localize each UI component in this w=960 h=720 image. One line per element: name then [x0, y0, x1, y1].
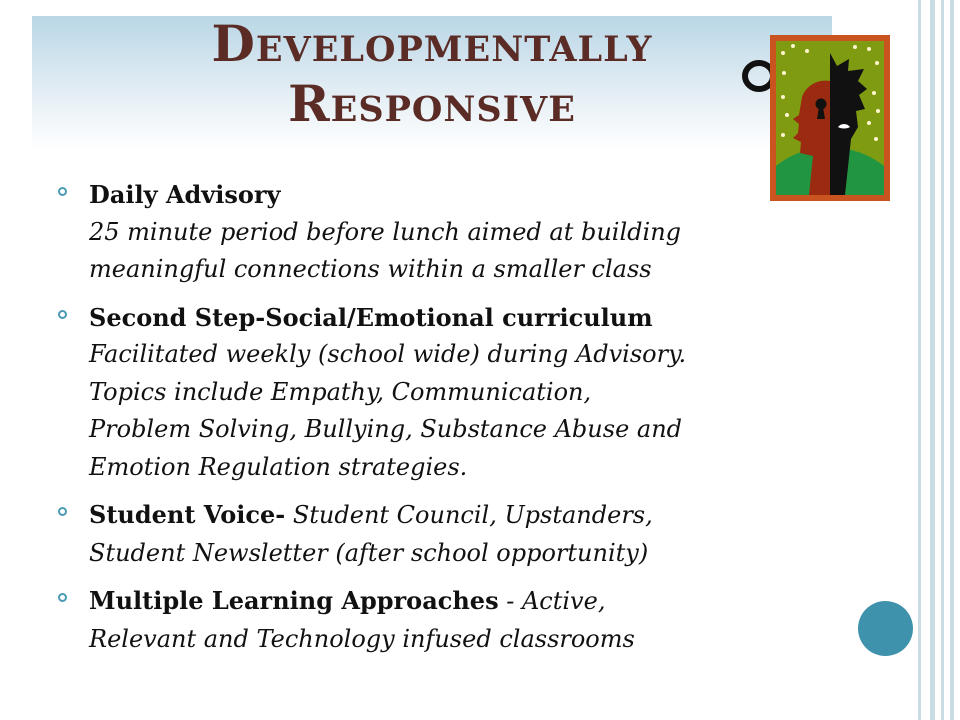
title-line: Responsive: [288, 74, 576, 133]
bullet-text-line: Relevant and Technology infused classrooms: [89, 624, 635, 653]
title-line: Developmentally: [211, 14, 653, 73]
bullet-item: [58, 496, 818, 572]
frame-line: [950, 0, 954, 720]
bullet-heading: Student Voice-: [89, 500, 286, 529]
bullet-text-line: meaningful connections within a smaller class: [89, 255, 652, 283]
bullet-text-line: Student Newsletter (after school opportunity): [89, 538, 649, 567]
bullet-list: [58, 176, 818, 668]
bullet-circle-icon: [58, 187, 67, 196]
bullet-heading: Second Step-Social/Emotional curriculum: [89, 302, 653, 332]
bullet-heading-desc: Student Council, Upstanders,: [285, 501, 653, 529]
slide-title: [32, 14, 832, 134]
bullet-circle-icon: [58, 593, 67, 602]
bullet-heading-desc: - Active,: [498, 587, 606, 615]
frame-line: [941, 0, 944, 720]
bullet-text-line: Problem Solving, Bullying, Substance Abuse and: [89, 415, 683, 443]
bullet-circle-icon: [58, 507, 67, 516]
bullet-text-line: Facilitated weekly (school wide) during Advisory.: [89, 340, 687, 368]
bullet-item: [58, 176, 818, 289]
bullet-circle-icon: [58, 310, 67, 319]
bullet-text-line: 25 minute period before lunch aimed at building: [89, 217, 682, 246]
bullet-item: [58, 299, 818, 487]
decorative-circle: [858, 601, 913, 656]
frame-line: [918, 0, 921, 720]
frame-line: [930, 0, 935, 720]
bullet-heading: Daily Advisory: [89, 180, 281, 209]
bullet-text-line: Topics include Empathy, Communication,: [89, 377, 592, 406]
bullet-text-line: Emotion Regulation strategies.: [89, 452, 468, 481]
bullet-heading: Multiple Learning Approaches: [89, 586, 499, 615]
bullet-item: [58, 582, 818, 658]
